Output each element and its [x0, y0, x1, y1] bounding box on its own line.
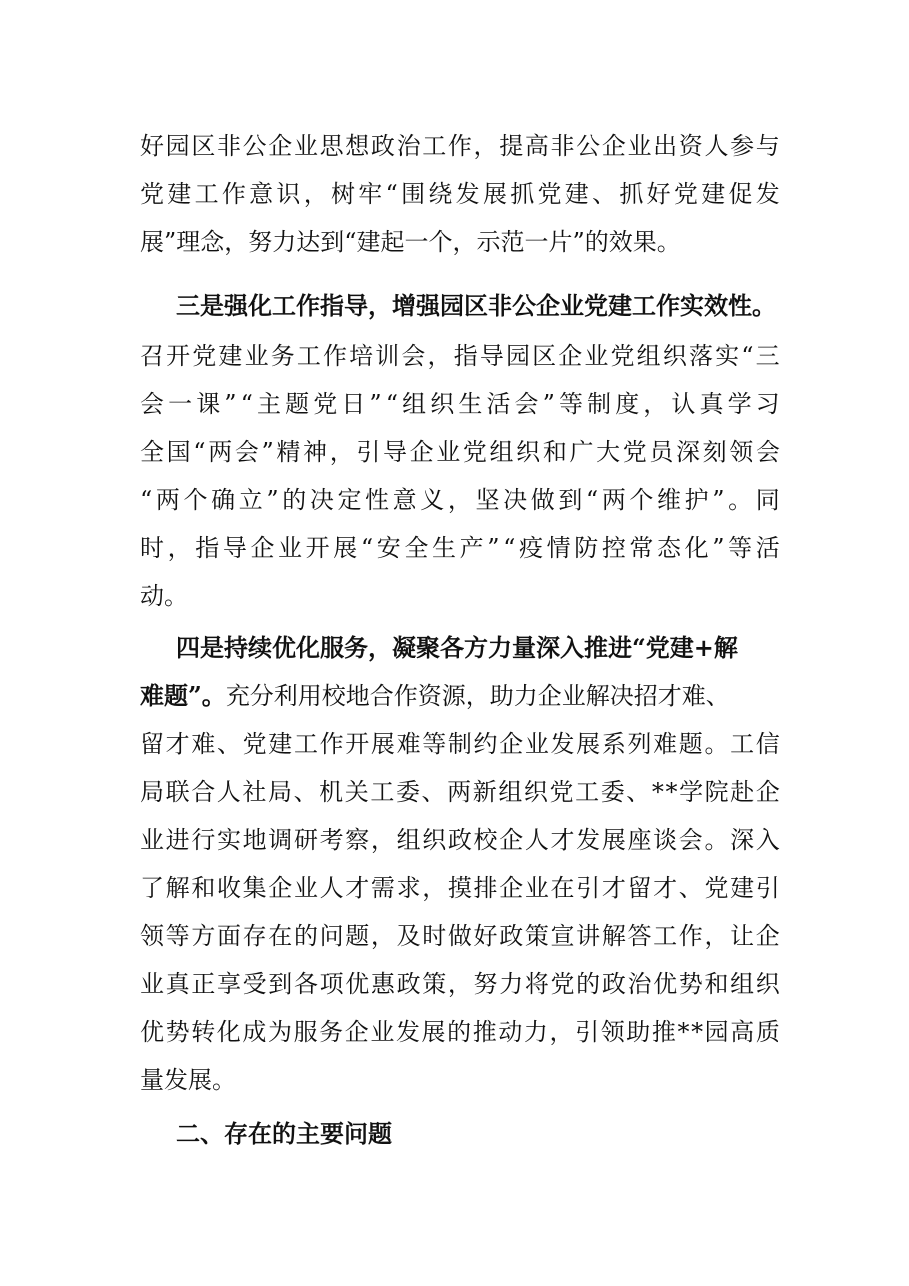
paragraph3-line-9: 优 势 转 化 成 为 服 务 企 业 发 展 的 推 动 力 ， 引 领 助 推 * * 园 高 质 [140, 1018, 780, 1046]
paragraph2-line-1: 召 开 党 建 业 务 工 作 培 训 会 ， 指 导 园 区 企 业 党 组 织 落 实 “ 三 [140, 342, 780, 370]
paragraph2-line-6: 动。 [140, 582, 188, 610]
paragraph3-line-3: 留 才 难 、 党 建 工 作 开 展 难 等 制 约 企 业 发 展 系 列 难 题 。 工 信 [140, 730, 780, 758]
paragraph3-line-7: 领 等 方 面 存 在 的 问 题 ， 及 时 做 好 政 策 宣 讲 解 答 工 作 ， 让 企 [140, 922, 780, 950]
paragraph3-line-2-text: 充分利用校地合作资源，助力企业解决招才难、 [225, 682, 730, 710]
paragraph1-line-1: 好 园 区 非 公 企 业 思 想 政 治 工 作 ， 提 高 非 公 企 业 出 资 人 参 与 [140, 132, 780, 160]
paragraph3-line-4: 局 联 合 人 社 局 、 机 关 工 委 、 两 新 组 织 党 工 委 、 * * 学 院 赴 企 [140, 778, 780, 806]
paragraph3-line-6: 了 解 和 收 集 企 业 人 才 需 求 ， 摸 排 企 业 在 引 才 留 才 、 党 建 引 [140, 874, 780, 902]
paragraph2-line-3: 全 国 “ 两 会 ” 精 神 ， 引 导 企 业 党 组 织 和 广 大 党 员 深 刻 领 会 [140, 438, 780, 466]
paragraph3-heading-end: 难题”。 [140, 681, 226, 710]
section2-title: 二、存在的主要问题 [176, 1119, 392, 1148]
paragraph1-line-2: 党 建 工 作 意 识 ， 树 牢 “ 围 绕 发 展 抓 党 建 、 抓 好 党 建 促 发 [140, 180, 780, 208]
paragraph2-heading: 三是强化工作指导，增强园区非公企业党建工作实效性。 [176, 291, 776, 320]
paragraph2-line-4: “ 两 个 确 立 ” 的 决 定 性 意 义 ， 坚 决 做 到 “ 两 个 维 护 ” 。 同 [140, 486, 780, 514]
paragraph3-heading-line-2 [140, 680, 780, 712]
paragraph3-heading-line-1: 四是持续优化服务，凝聚各方力量深入推进“党建+解 [176, 633, 738, 662]
paragraph2-line-2: 会 一 课 ” “ 主 题 党 日 ” “ 组 织 生 活 会 ” 等 制 度 ， 认 真 学 习 [140, 390, 780, 418]
paragraph3-line-10: 量发展。 [140, 1066, 236, 1094]
paragraph1-line-3: 展”理念，努力达到“建起一个，示范一片”的效果。 [140, 228, 681, 256]
paragraph3-line-5: 业 进 行 实 地 调 研 考 察 ， 组 织 政 校 企 人 才 发 展 座 谈 会 。 深 入 [140, 826, 780, 854]
paragraph3-line-8: 业 真 正 享 受 到 各 项 优 惠 政 策 ， 努 力 将 党 的 政 治 优 势 和 组 织 [140, 970, 780, 998]
paragraph2-line-5: 时 ， 指 导 企 业 开 展 “ 安 全 生 产 ” “ 疫 情 防 控 常 态 化 ” 等 活 [140, 534, 780, 562]
